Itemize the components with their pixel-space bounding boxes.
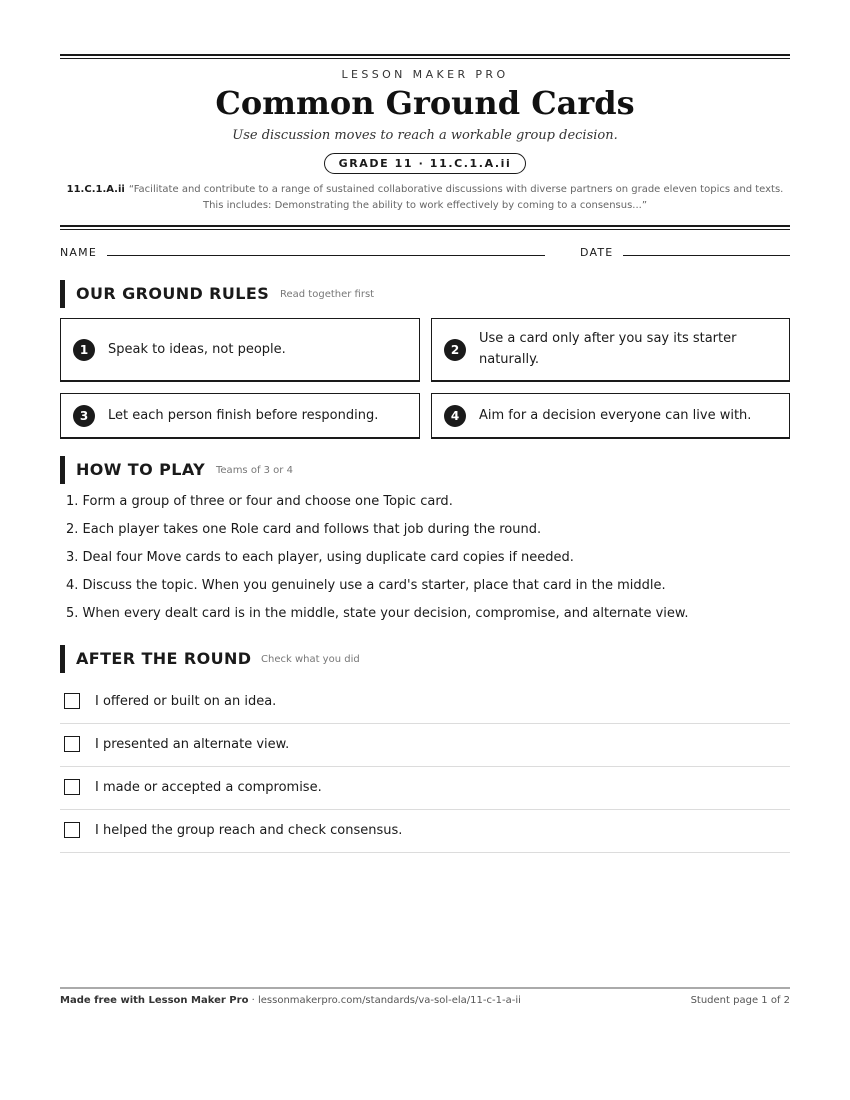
- date-field[interactable]: [623, 255, 790, 256]
- footer-url[interactable]: · lessonmakerpro.com/standards/va-sol-ela/11-c-1-a-ii: [248, 995, 521, 1006]
- section-note: Read together first: [280, 289, 375, 300]
- checkbox[interactable]: [64, 822, 80, 838]
- footer-page-label: Student page 1 of 2: [690, 995, 790, 1006]
- check-label: I offered or built on an idea.: [95, 694, 277, 709]
- check-label: I helped the group reach and check consensus.: [95, 823, 403, 838]
- rule-text: Let each person finish before responding.: [108, 408, 379, 423]
- check-label: I presented an alternate view.: [95, 737, 290, 752]
- grade-badge: GRADE 11 · 11.C.1.A.ii: [324, 153, 527, 174]
- list-item: 4. Discuss the topic. When you genuinely use a card's starter, place that card in the middle.: [66, 578, 666, 593]
- check-item: [60, 810, 790, 853]
- ground-rule-card: [60, 393, 420, 439]
- standard-text-1: “Facilitate and contribute to a range of sustained collaborative discussions with diverse partners on grade eleven topics and texts.: [128, 184, 784, 195]
- name-date-row: [60, 246, 790, 260]
- header-bottom-rule: [60, 225, 790, 230]
- rule-number-badge: 2: [444, 339, 466, 361]
- section-title: AFTER THE ROUND: [76, 649, 252, 668]
- page-title: Common Ground Cards: [215, 84, 635, 122]
- section-bar: [60, 456, 65, 484]
- standard-line-1: [60, 182, 790, 198]
- self-check-list: [60, 681, 790, 853]
- check-item: [60, 724, 790, 767]
- list-item: 2. Each player takes one Role card and follows that job during the round.: [66, 522, 542, 537]
- standard-text-2: This includes: Demonstrating the ability to work effectively by coming to a consensus...”: [202, 200, 648, 211]
- brand-name: LESSON MAKER PRO: [341, 68, 509, 81]
- footer-rule: [60, 987, 790, 989]
- standard-code: 11.C.1.A.ii: [66, 184, 125, 195]
- ground-rule-card: [431, 318, 790, 382]
- check-label: I made or accepted a compromise.: [95, 780, 322, 795]
- section-bar: [60, 645, 65, 673]
- standard-description: [60, 182, 790, 214]
- checkbox[interactable]: [64, 693, 80, 709]
- section-title: HOW TO PLAY: [76, 460, 206, 479]
- checkbox[interactable]: [64, 779, 80, 795]
- footer-credit: [60, 995, 521, 1006]
- rule-text: Use a card only after you say its starter naturally.: [479, 331, 737, 367]
- list-item: 3. Deal four Move cards to each player, using duplicate card copies if needed.: [66, 550, 574, 565]
- name-label: NAME: [60, 246, 97, 259]
- grade-badge-wrap: [60, 152, 790, 174]
- ground-rule-card: [60, 318, 420, 382]
- section-note: Check what you did: [261, 654, 360, 665]
- check-item: [60, 681, 790, 724]
- rule-number-badge: 4: [444, 405, 466, 427]
- footer-made-with: Made free with Lesson Maker Pro: [60, 995, 249, 1006]
- section-note: Teams of 3 or 4: [216, 465, 293, 476]
- date-label: DATE: [580, 246, 614, 259]
- list-item: 1. Form a group of three or four and choose one Topic card.: [66, 494, 453, 509]
- name-field[interactable]: [107, 255, 545, 256]
- ground-rule-card: [431, 393, 790, 439]
- rule-text: Speak to ideas, not people.: [108, 342, 286, 357]
- check-item: [60, 767, 790, 810]
- section-title: OUR GROUND RULES: [76, 284, 270, 303]
- list-item: 5. When every dealt card is in the middle, state your decision, compromise, and alternate view.: [66, 606, 689, 621]
- section-bar: [60, 280, 65, 308]
- page-subtitle: Use discussion moves to reach a workable group decision.: [232, 128, 618, 143]
- header-top-rule: [60, 54, 790, 59]
- rule-text: Aim for a decision everyone can live with.: [479, 408, 752, 423]
- rule-number-badge: 3: [73, 405, 95, 427]
- rule-number-badge: 1: [73, 339, 95, 361]
- checkbox[interactable]: [64, 736, 80, 752]
- how-to-play-steps: [60, 490, 790, 630]
